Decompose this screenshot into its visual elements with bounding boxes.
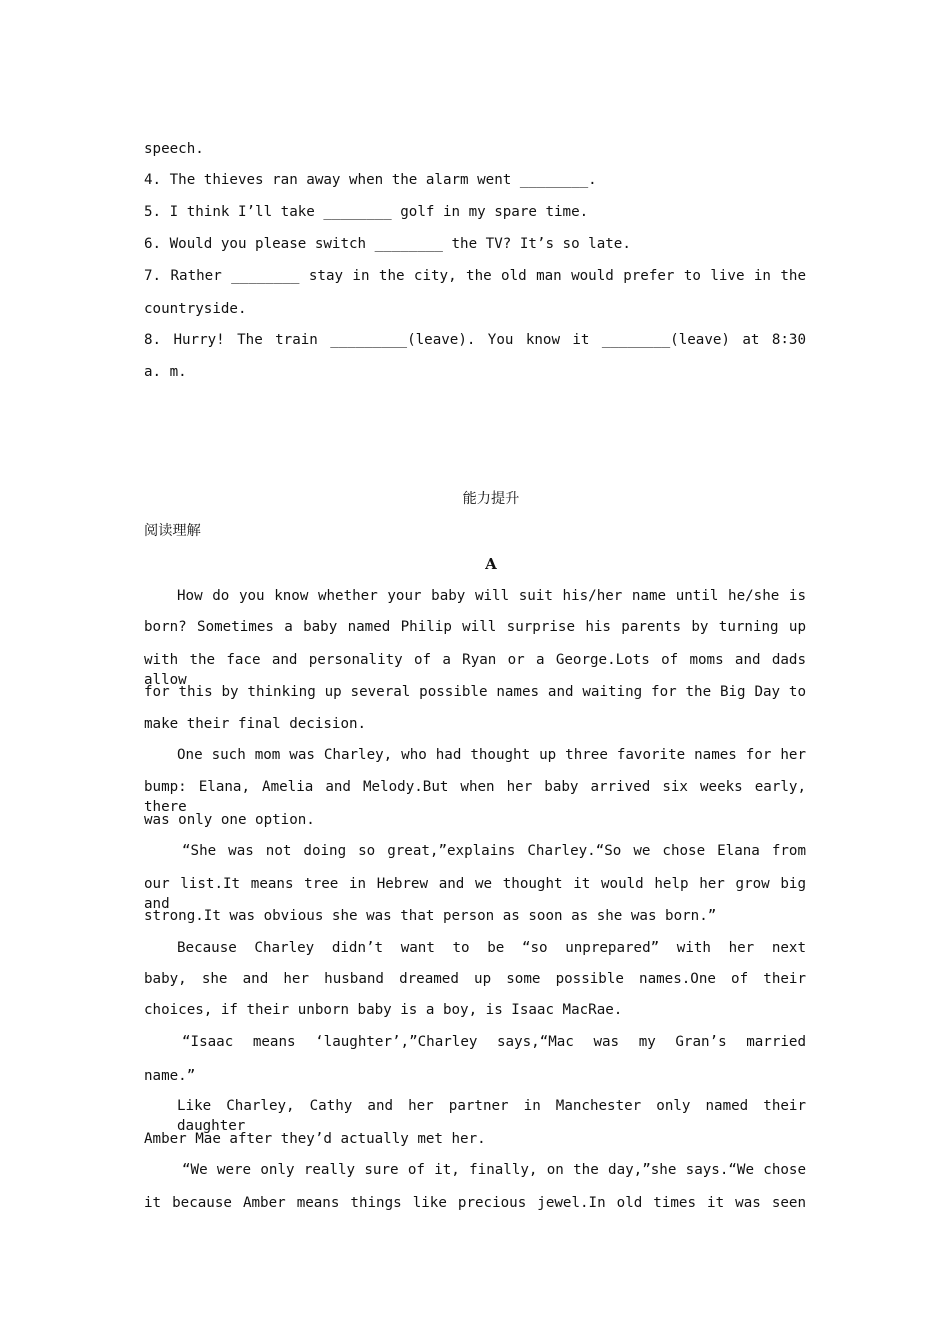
passage-line: bump: Elana, Amelia and Melody.But when her baby arrived six weeks early, there bbox=[144, 779, 806, 815]
exercise-line: 4. The thieves ran away when the alarm went ________. bbox=[144, 172, 597, 188]
section-subtitle: 阅读理解 bbox=[144, 523, 201, 539]
passage-line: was only one option. bbox=[144, 812, 315, 828]
passage-line: Amber Mae after they’d actually met her. bbox=[144, 1131, 486, 1147]
passage-line: born? Sometimes a baby named Philip will surprise his parents by turning up bbox=[144, 619, 806, 635]
exercise-line: speech. bbox=[144, 141, 204, 157]
passage-line: with the face and personality of a Ryan or a George.Lots of moms and dads allow bbox=[144, 652, 806, 688]
exercise-line: a. m. bbox=[144, 364, 187, 380]
passage-line: name.” bbox=[144, 1068, 196, 1084]
passage-line: “She was not doing so great,”explains Charley.“So we chose Elana from bbox=[182, 843, 806, 859]
passage-line: for this by thinking up several possible names and waiting for the Big Day to bbox=[144, 684, 806, 700]
exercise-line: 8. Hurry! The train _________(leave). You know it ________(leave) at 8∶30 bbox=[144, 332, 806, 348]
passage-line: strong.It was obvious she was that person as soon as she was born.” bbox=[144, 908, 717, 924]
passage-line: Like Charley, Cathy and her partner in Manchester only named their daughter bbox=[177, 1098, 806, 1134]
passage-line: How do you know whether your baby will suit his/her name until he/she is bbox=[177, 588, 806, 604]
passage-line: “We were only really sure of it, finally, on the day,”she says.“We chose bbox=[182, 1162, 806, 1178]
passage-line: choices, if their unborn baby is a boy, is Isaac MacRae. bbox=[144, 1002, 623, 1018]
passage-label: A bbox=[485, 555, 497, 573]
passage-line: it because Amber means things like precious jewel.In old times it was seen bbox=[144, 1195, 806, 1211]
passage-line: baby, she and her husband dreamed up some possible names.One of their bbox=[144, 971, 806, 987]
exercise-line: 7. Rather ________ stay in the city, the old man would prefer to live in the bbox=[144, 268, 806, 284]
exercise-line: 5. I think I’ll take ________ golf in my spare time. bbox=[144, 204, 589, 220]
exercise-line: 6. Would you please switch ________ the TV? It’s so late. bbox=[144, 236, 631, 252]
passage-line: One such mom was Charley, who had thought up three favorite names for her bbox=[177, 747, 806, 763]
passage-line: our list.It means tree in Hebrew and we thought it would help her grow big and bbox=[144, 876, 806, 912]
passage-line: “Isaac means ‘laughter’,”Charley says,“Mac was my Gran’s married bbox=[182, 1034, 806, 1050]
section-title: 能力提升 bbox=[462, 491, 520, 507]
exercise-line: countryside. bbox=[144, 301, 247, 317]
passage-line: make their final decision. bbox=[144, 716, 367, 732]
passage-line: Because Charley didn’t want to be “so unprepared” with her next bbox=[177, 940, 806, 956]
